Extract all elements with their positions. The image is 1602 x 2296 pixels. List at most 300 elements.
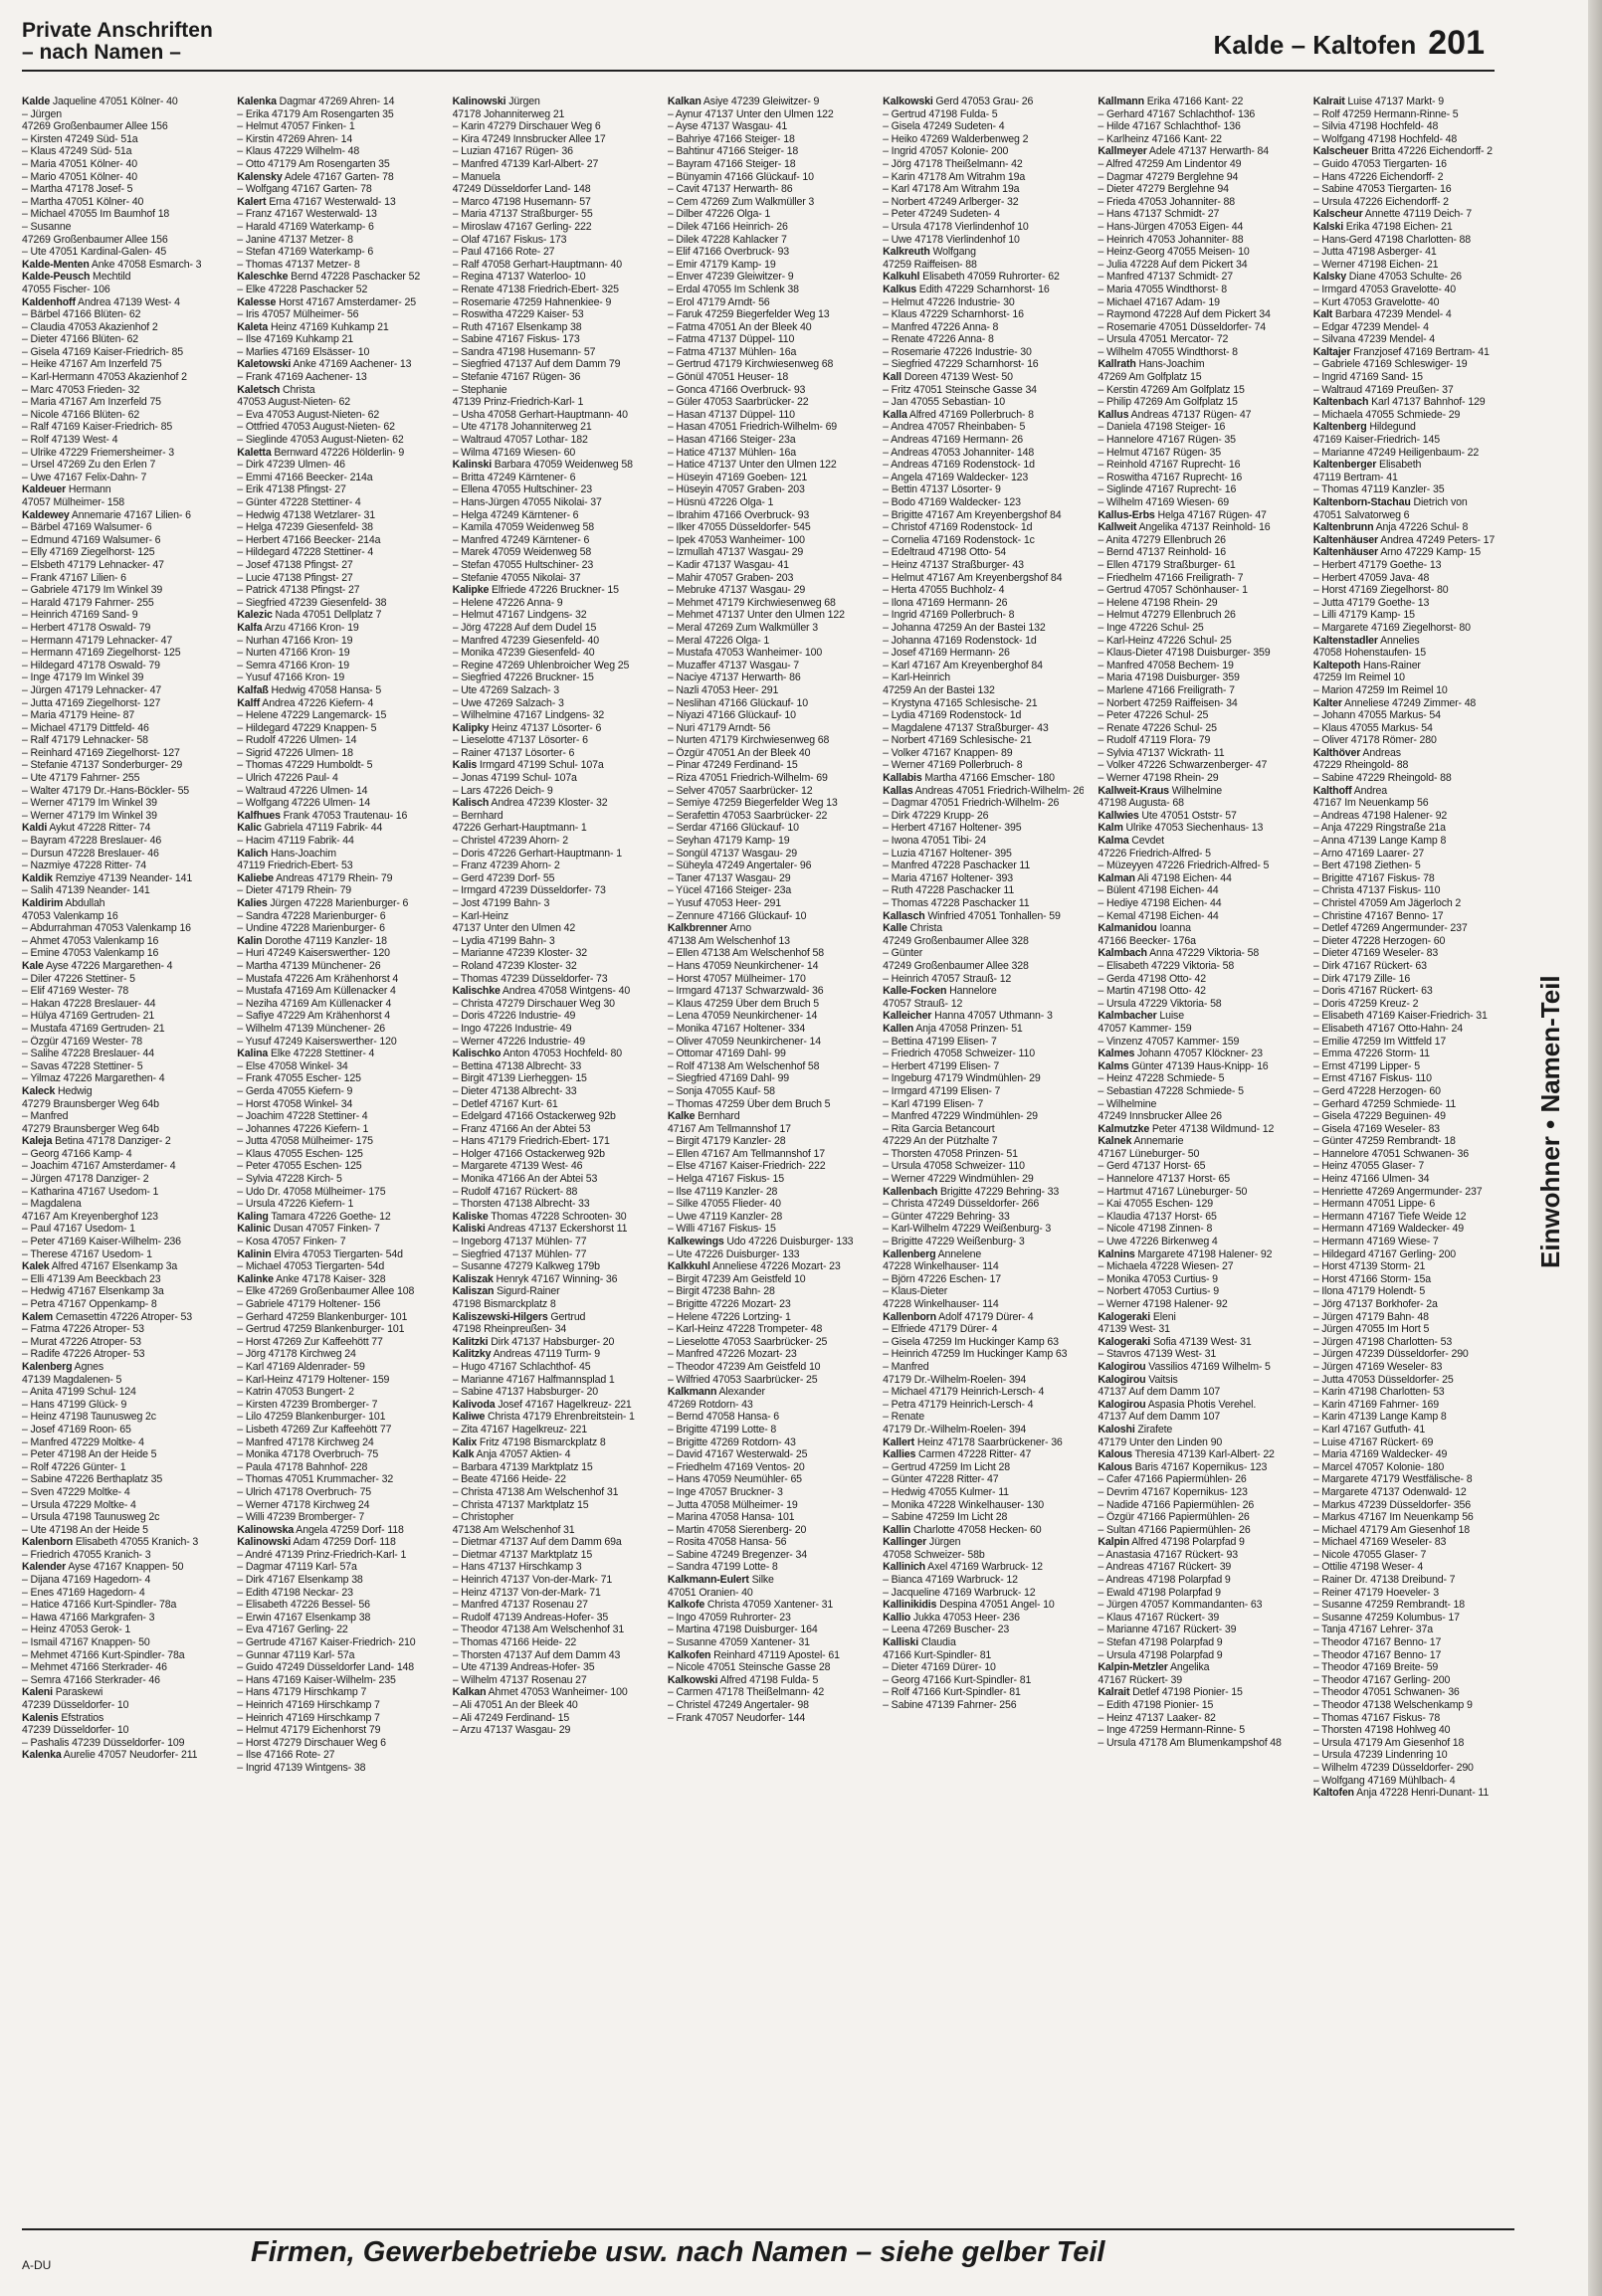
directory-entry xyxy=(1098,409,1299,422)
directory-entry xyxy=(453,1348,654,1361)
directory-entry xyxy=(883,1499,1084,1512)
entry-details: – Ute 47198 An der Heide 5 xyxy=(22,1523,148,1536)
entry-details: – Tanja 47167 Lehrer- 37a xyxy=(1312,1624,1434,1636)
entry-details: – Stefanie 47167 Rügen- 36 xyxy=(452,371,581,384)
directory-entry xyxy=(668,1298,869,1311)
directory-entry xyxy=(668,998,869,1011)
entry-details: – Doris 47226 Industrie- 49 xyxy=(452,1010,576,1023)
entry-details: – Bert 47198 Ziethen- 5 xyxy=(1312,860,1421,872)
entry-details: Dirk 47137 Habsburger- 20 xyxy=(488,1335,615,1348)
entry-surname: Kalkmann xyxy=(667,1386,717,1399)
directory-entry xyxy=(22,998,223,1011)
entry-surname: Kalt xyxy=(1312,308,1333,321)
directory-entry xyxy=(453,1424,654,1436)
directory-entry xyxy=(237,1674,438,1687)
directory-entry xyxy=(883,985,1084,998)
entry-details: – Rudolf 47139 Andreas-Hofer- 35 xyxy=(452,1611,609,1624)
directory-entry xyxy=(237,722,438,735)
directory-entry xyxy=(883,810,1084,823)
entry-surname: Kalfhues xyxy=(237,809,281,822)
entry-details: – Horst 47269 Zur Kaffeehött 77 xyxy=(237,1335,383,1348)
entry-details: – Josef 47169 Hermann- 26 xyxy=(883,647,1010,660)
directory-entry xyxy=(1313,973,1514,986)
directory-entry xyxy=(237,1486,438,1499)
entry-details: – Mustafa 47053 Wanheimer- 100 xyxy=(667,647,823,660)
entry-details: 47139 West- 31 xyxy=(1098,1323,1170,1336)
directory-entry xyxy=(1313,1661,1514,1674)
directory-entry xyxy=(1313,384,1514,397)
entry-details: – Stefan 47198 Polarpfad 9 xyxy=(1098,1636,1223,1649)
entry-details: – Dirk 47179 Zille- 16 xyxy=(1312,972,1411,985)
entry-details: – Guido 47249 Düsseldorfer Land- 148 xyxy=(237,1661,415,1674)
directory-entry xyxy=(1098,897,1299,910)
entry-details: Heinz 47178 Saarbrückener- 36 xyxy=(914,1435,1063,1448)
directory-entry xyxy=(1098,1010,1299,1023)
entry-details: – Karin 47198 Charlotten- 53 xyxy=(1312,1386,1445,1399)
directory-entry xyxy=(237,1148,438,1161)
directory-entry xyxy=(453,1123,654,1136)
directory-entry xyxy=(453,221,654,234)
entry-details: Andreas 47051 Friedrich-Wilhelm- 26 xyxy=(912,784,1085,797)
entry-details: – Hedwig 47055 Kulmer- 11 xyxy=(883,1485,1009,1498)
directory-entry xyxy=(453,396,654,409)
directory-entry xyxy=(668,1160,869,1173)
directory-column-3 xyxy=(453,96,654,2224)
entry-details: – Heike 47167 Am Inzerfeld 75 xyxy=(22,358,162,371)
directory-entry xyxy=(1098,935,1299,948)
entry-surname: Kallinich xyxy=(883,1561,925,1574)
directory-entry xyxy=(22,1712,223,1725)
entry-details: – Eva 47167 Gerling- 22 xyxy=(237,1624,348,1636)
entry-details: – Dieter 47138 Albrecht- 33 xyxy=(452,1084,577,1097)
directory-entry xyxy=(883,346,1084,359)
directory-entry xyxy=(668,1436,869,1449)
entry-details: – Nurten 47166 Kron- 19 xyxy=(237,647,350,660)
directory-entry xyxy=(883,296,1084,309)
entry-surname: Kalter xyxy=(1312,696,1342,709)
entry-surname: Kallrath xyxy=(1098,358,1136,371)
entry-details: – Anna 47139 Lange Kamp 8 xyxy=(1312,835,1447,848)
entry-details: – Ingrid 47169 Pollerbruch- 8 xyxy=(883,609,1015,622)
directory-entry xyxy=(453,935,654,948)
directory-entry xyxy=(668,722,869,735)
entry-details: – Manfred 47229 Windmühlen- 29 xyxy=(883,1110,1038,1123)
entry-details: – Otto 47179 Am Rosengarten 35 xyxy=(237,157,390,170)
directory-entry xyxy=(22,1436,223,1449)
name-range: Kalde – Kaltofen xyxy=(1213,30,1417,60)
entry-details: – Bernd 47137 Reinhold- 16 xyxy=(1098,546,1227,559)
entry-surname: Kalies xyxy=(237,897,268,909)
entry-details: – Rolf 47166 Kurt-Spindler- 81 xyxy=(883,1686,1021,1699)
entry-details: – Gertrud 47259 Im Licht 28 xyxy=(883,1460,1011,1473)
directory-entry xyxy=(237,1386,438,1399)
entry-details: – Kadir 47137 Wasgau- 41 xyxy=(667,558,789,571)
entry-details: – Jacqueline 47169 Warbruck- 12 xyxy=(883,1586,1036,1599)
entry-surname: Kalinic xyxy=(237,1223,271,1236)
entry-details: 47229 Rheingold- 88 xyxy=(1312,759,1409,772)
directory-entry xyxy=(22,1737,223,1750)
directory-entry xyxy=(1098,860,1299,872)
entry-details: 47058 Hohenstaufen- 15 xyxy=(1312,647,1427,660)
entry-details: – Dieter 47166 Blüten- 62 xyxy=(22,333,138,346)
directory-entry xyxy=(883,1036,1084,1049)
entry-details: – Reiner 47179 Hoeveler- 3 xyxy=(1312,1586,1439,1599)
directory-entry xyxy=(22,1060,223,1073)
section-tab xyxy=(1532,975,1592,1273)
entry-surname: Kalkkuhl xyxy=(667,1260,710,1273)
entry-details: Erna 47167 Westerwald- 13 xyxy=(266,195,396,208)
directory-entry xyxy=(22,546,223,559)
entry-details: Cevdet xyxy=(1128,835,1164,848)
directory-entry xyxy=(237,1311,438,1324)
directory-entry xyxy=(1098,584,1299,597)
entry-details: – Ottilie 47198 Weser- 4 xyxy=(1312,1561,1424,1574)
entry-details: Wilhelmine xyxy=(1168,784,1223,797)
directory-entry xyxy=(1098,772,1299,785)
entry-details: – Karl-Heinrich xyxy=(883,671,950,684)
entry-details: – Anastasia 47167 Rückert- 93 xyxy=(1098,1548,1238,1561)
directory-entry xyxy=(22,534,223,547)
directory-entry xyxy=(1098,196,1299,209)
entry-details: – Jutta 47198 Asberger- 41 xyxy=(1312,246,1437,259)
directory-entry xyxy=(237,1085,438,1098)
entry-surname: Kale xyxy=(22,959,44,972)
entry-details: – Heinz-Georg 47055 Meisen- 10 xyxy=(1098,246,1250,259)
entry-details: – Dieter 47169 Weseler- 83 xyxy=(1312,947,1439,960)
entry-details: – Erik 47138 Pfingst- 27 xyxy=(237,483,346,496)
directory-entry xyxy=(453,1085,654,1098)
directory-entry xyxy=(453,872,654,885)
directory-entry xyxy=(883,1072,1084,1085)
directory-entry xyxy=(1313,1060,1514,1073)
directory-entry xyxy=(237,259,438,272)
entry-details: – Gerd 47239 Dorf- 55 xyxy=(452,871,555,884)
directory-entry xyxy=(1098,1624,1299,1636)
entry-details: – Maria 47167 Am Inzerfeld 75 xyxy=(22,396,161,409)
directory-entry xyxy=(237,1461,438,1474)
directory-entry xyxy=(453,1098,654,1111)
directory-entry xyxy=(668,1411,869,1424)
entry-details: – Björn 47226 Eschen- 17 xyxy=(883,1272,1002,1285)
directory-entry xyxy=(1098,559,1299,572)
entry-surname: Kalin xyxy=(237,934,263,947)
entry-details: – Thomas 47259 Über dem Bruch 5 xyxy=(667,1097,831,1110)
entry-details: – Karl 47199 Elisen- 7 xyxy=(883,1097,984,1110)
directory-entry xyxy=(453,622,654,635)
directory-entry xyxy=(1313,371,1514,384)
entry-details: – Norbert 47259 Raiffeisen- 34 xyxy=(1098,696,1238,709)
directory-entry xyxy=(237,559,438,572)
section-title-line1: Private Anschriften xyxy=(22,19,213,42)
entry-surname: Kalmbacher xyxy=(1098,1010,1157,1023)
entry-details: – Dagmar 47051 Friedrich-Wilhelm- 26 xyxy=(883,797,1060,810)
entry-details: 47137 Unter den Ulmen 42 xyxy=(452,922,576,935)
entry-details: – Helene 47226 Anna- 9 xyxy=(452,596,563,609)
entry-details: – Brigitte 47167 Am Kreyenbergshof 84 xyxy=(883,508,1062,521)
directory-entry xyxy=(453,183,654,196)
directory-entry xyxy=(1313,609,1514,622)
directory-entry xyxy=(237,1348,438,1361)
entry-details: – Faruk 47259 Biegerfelder Weg 13 xyxy=(667,308,830,321)
directory-entry xyxy=(1313,597,1514,610)
entry-details: – Manfred 47226 Mozart- 23 xyxy=(667,1348,797,1361)
directory-entry xyxy=(1313,1511,1514,1524)
directory-entry xyxy=(22,722,223,735)
directory-entry xyxy=(22,1010,223,1023)
directory-entry xyxy=(668,660,869,672)
directory-entry xyxy=(1098,660,1299,672)
entry-surname: Kalischke xyxy=(452,985,501,998)
directory-entry xyxy=(237,747,438,760)
directory-entry xyxy=(22,1160,223,1173)
entry-surname: Kallenbach xyxy=(883,1185,938,1198)
directory-entry xyxy=(668,697,869,710)
directory-entry xyxy=(1313,1036,1514,1049)
directory-entry xyxy=(883,609,1084,622)
directory-entry xyxy=(1313,1311,1514,1324)
entry-details: – Ingeburg 47179 Windmühlen- 29 xyxy=(883,1072,1041,1085)
entry-details: Luise 47137 Markt- 9 xyxy=(1344,96,1444,107)
entry-details: Christa xyxy=(280,383,315,396)
entry-details: – Uwe 47178 Vierlindenhof 10 xyxy=(883,233,1020,246)
entry-details: – Manfred 47249 Kärntener- 6 xyxy=(452,533,590,546)
directory-entry xyxy=(453,1436,654,1449)
directory-entry xyxy=(883,521,1084,534)
entry-details: – Gerhard 47259 Blankenburger- 101 xyxy=(237,1310,408,1323)
directory-entry xyxy=(1098,371,1299,384)
directory-entry xyxy=(1098,1173,1299,1186)
directory-entry xyxy=(883,1323,1084,1336)
entry-surname: Kallenborn xyxy=(883,1310,936,1323)
directory-entry xyxy=(1313,1499,1514,1512)
directory-entry xyxy=(453,1248,654,1261)
directory-entry xyxy=(1098,1612,1299,1625)
section-tab-label: Einwohner • Namen-Teil xyxy=(1535,975,1565,1268)
entry-details: – Horst 47139 Storm- 21 xyxy=(1312,1260,1426,1273)
entry-details: Ayse 47167 Knappen- 50 xyxy=(66,1561,184,1574)
directory-entry xyxy=(1098,1211,1299,1224)
entry-details: – Heinz 47137 Laaker- 82 xyxy=(1098,1711,1216,1724)
entry-surname: Kalleicher xyxy=(883,1010,932,1023)
directory-entry xyxy=(883,747,1084,760)
entry-details: – Ursula 47229 Moltke- 4 xyxy=(22,1498,136,1511)
directory-entry xyxy=(237,421,438,434)
entry-details: Christa 47179 Ehrenbreitstein- 1 xyxy=(485,1411,635,1424)
entry-details: – Mario 47051 Kölner- 40 xyxy=(22,170,137,183)
entry-details: – Paula 47178 Bahnhof- 228 xyxy=(237,1460,368,1473)
directory-entry xyxy=(668,1048,869,1060)
entry-details: 47259 Raiffeisen- 88 xyxy=(883,258,977,271)
entry-details: – Kirsten 47239 Bromberger- 7 xyxy=(237,1398,378,1411)
directory-entry xyxy=(1313,1110,1514,1123)
directory-entry xyxy=(22,622,223,635)
directory-entry xyxy=(453,559,654,572)
entry-details: Gertrud xyxy=(547,1310,586,1323)
directory-entry xyxy=(1313,734,1514,747)
entry-surname: Kalitzki xyxy=(452,1335,489,1348)
directory-entry xyxy=(883,1574,1084,1587)
directory-entry xyxy=(668,935,869,948)
directory-entry xyxy=(453,1036,654,1049)
entry-details: – Helene 47226 Lortzing- 1 xyxy=(667,1310,791,1323)
entry-details: – Marc 47053 Frieden- 32 xyxy=(22,383,140,396)
entry-details: Dorothe 47119 Kanzler- 18 xyxy=(262,934,387,947)
directory-entry xyxy=(22,584,223,597)
directory-entry xyxy=(1098,635,1299,648)
entry-surname: Kalkofe xyxy=(667,1599,705,1612)
entry-details: – Werner 47179 Im Winkel 39 xyxy=(22,797,157,810)
entry-details: – Jürgen 47057 Kommandanten- 63 xyxy=(1098,1599,1263,1612)
entry-details: – Arzu 47137 Wasgau- 29 xyxy=(452,1724,571,1737)
directory-entry xyxy=(453,1374,654,1387)
entry-details: – Zita 47167 Hagelkreuz- 221 xyxy=(452,1423,587,1435)
entry-details: – Eva 47053 August-Nieten- 62 xyxy=(237,408,380,421)
entry-details: Adele 47167 Garten- 78 xyxy=(282,170,394,183)
directory-entry xyxy=(668,985,869,998)
entry-details: – Irmgard 47199 Elisen- 7 xyxy=(883,1084,1001,1097)
entry-details: – Christel 47239 Ahorn- 2 xyxy=(452,835,568,848)
entry-surname: Kallweit xyxy=(1098,521,1137,534)
entry-details: – Patrick 47138 Pfingst- 27 xyxy=(237,584,360,597)
entry-details: – Zennure 47166 Glückauf- 10 xyxy=(667,909,807,922)
entry-details: – Ursel 47269 Zu den Erlen 7 xyxy=(22,459,156,472)
directory-entry xyxy=(883,935,1084,948)
directory-entry xyxy=(1098,1048,1299,1060)
entry-surname: Kaliwe xyxy=(452,1411,486,1424)
entry-details: – Mahir 47057 Graben- 203 xyxy=(667,571,794,584)
directory-entry xyxy=(1313,259,1514,272)
directory-entry xyxy=(883,1536,1084,1549)
directory-entry xyxy=(883,822,1084,835)
entry-surname: Kalnins xyxy=(1098,1247,1135,1260)
directory-entry xyxy=(453,647,654,660)
entry-details: – Serafettin 47053 Saarbrücker- 22 xyxy=(667,809,828,822)
directory-entry xyxy=(668,1699,869,1712)
directory-entry xyxy=(453,635,654,648)
entry-details: Andrea 47226 Kiefern- 4 xyxy=(260,696,374,709)
entry-surname: Kallmeyer xyxy=(1098,145,1147,158)
directory-entry xyxy=(883,1336,1084,1349)
entry-details: – Renate xyxy=(883,1411,924,1424)
directory-entry xyxy=(1313,1399,1514,1412)
entry-details: – Gerda 47055 Kiefern- 9 xyxy=(237,1084,353,1097)
entry-details: 47239 Düsseldorfer- 10 xyxy=(22,1724,129,1737)
directory-entry xyxy=(22,1023,223,1036)
directory-entry xyxy=(453,910,654,923)
directory-entry xyxy=(237,296,438,309)
entry-details: – Savas 47228 Stettiner- 5 xyxy=(22,1059,143,1072)
entry-details: – Norbert 47249 Arlberger- 32 xyxy=(883,195,1019,208)
directory-entry xyxy=(1313,1010,1514,1023)
directory-entry xyxy=(1098,234,1299,247)
entry-details: – Jörg 47228 Auf dem Dudel 15 xyxy=(452,621,597,634)
entry-details: 47139 Magdalenen- 5 xyxy=(22,1373,122,1386)
entry-details: – Margarete 47169 Ziegelhorst- 80 xyxy=(1312,621,1471,634)
entry-details: 47167 Lüneburger- 50 xyxy=(1098,1147,1200,1160)
entry-details: – Horst 47057 Mülheimer- 170 xyxy=(667,972,806,985)
entry-surname: Kalogeraki xyxy=(1098,1335,1151,1348)
directory-entry xyxy=(22,459,223,472)
entry-details: – Martha 47178 Josef- 5 xyxy=(22,183,133,196)
directory-entry xyxy=(237,635,438,648)
directory-entry xyxy=(22,1486,223,1499)
directory-entry xyxy=(883,1211,1084,1224)
directory-entry xyxy=(883,534,1084,547)
directory-entry xyxy=(668,872,869,885)
directory-entry xyxy=(1313,459,1514,472)
directory-entry xyxy=(1313,1762,1514,1775)
entry-details: – Iris 47057 Mülheimer- 56 xyxy=(237,308,359,321)
entry-details: – Markus 47239 Düsseldorfer- 356 xyxy=(1312,1498,1472,1511)
entry-surname: Kallweit-Kraus xyxy=(1098,784,1169,797)
entry-details: – Helmut 47167 Am Kreyenbergshof 84 xyxy=(883,571,1063,584)
directory-column-1 xyxy=(22,96,223,2224)
directory-entry xyxy=(668,434,869,447)
entry-details: – Maria 47169 Waldecker- 49 xyxy=(1312,1448,1448,1461)
entry-details: – Waltraud 47169 Preußen- 37 xyxy=(1312,383,1454,396)
directory-entry xyxy=(1098,1186,1299,1199)
directory-entry xyxy=(453,1524,654,1537)
directory-entry xyxy=(1098,472,1299,484)
directory-entry xyxy=(453,308,654,321)
entry-surname: Kalmutzke xyxy=(1098,1122,1150,1135)
directory-entry xyxy=(883,1411,1084,1424)
entry-details: – Ottomar 47169 Dahl- 99 xyxy=(667,1048,786,1060)
directory-entry xyxy=(237,234,438,247)
entry-details: Baris 47167 Kopernikus- 123 xyxy=(1131,1460,1268,1473)
entry-details: – Ahmet 47053 Valenkamp 16 xyxy=(22,934,159,947)
directory-entry xyxy=(237,1098,438,1111)
entry-surname: Kalinowska xyxy=(237,1523,295,1536)
directory-entry xyxy=(22,1336,223,1349)
directory-entry xyxy=(1313,546,1514,559)
directory-entry xyxy=(1313,1749,1514,1762)
directory-entry xyxy=(453,1023,654,1036)
entry-details: Andrea 47249 Peters- 17 xyxy=(1378,533,1496,546)
directory-entry xyxy=(237,872,438,885)
directory-entry xyxy=(237,120,438,133)
directory-entry xyxy=(453,496,654,509)
entry-details: – Rainer Dr. 47138 Dreibund- 7 xyxy=(1312,1574,1456,1587)
entry-details: – Erdal 47055 Im Schlenk 38 xyxy=(667,283,799,295)
entry-details: – Karl 47178 Am Witrahm 19a xyxy=(883,183,1020,196)
entry-details: – Ursula 47198 Polarpfad 9 xyxy=(1098,1648,1223,1661)
directory-entry xyxy=(22,133,223,146)
directory-entry xyxy=(453,1561,654,1574)
entry-details: – Wolfgang 47198 Hochfeld- 48 xyxy=(1312,132,1458,145)
directory-entry xyxy=(1098,759,1299,772)
directory-entry xyxy=(453,208,654,221)
entry-details: – Gerd 47137 Horst- 65 xyxy=(1098,1160,1206,1173)
directory-entry xyxy=(1313,1674,1514,1687)
directory-entry xyxy=(1313,985,1514,998)
entry-surname: Kalogirou xyxy=(1098,1373,1146,1386)
directory-entry xyxy=(1098,296,1299,309)
directory-entry xyxy=(22,1085,223,1098)
directory-entry xyxy=(668,271,869,284)
entry-surname: Kaldewey xyxy=(22,508,70,521)
entry-details: – Ursula 47051 Mercator- 72 xyxy=(1098,333,1229,346)
entry-details: – Hasan 47137 Düppel- 110 xyxy=(667,408,795,421)
directory-entry xyxy=(1313,797,1514,810)
entry-surname: Kalenis xyxy=(22,1711,59,1724)
entry-details: – Michael 47169 Weseler- 83 xyxy=(1312,1536,1447,1549)
entry-details: – Inge 47226 Schul- 25 xyxy=(1098,621,1204,634)
entry-details: – Michael 47179 Dittfeld- 46 xyxy=(22,721,149,734)
entry-details: – Ulrich 47178 Overbruch- 75 xyxy=(237,1485,372,1498)
directory-entry xyxy=(883,1386,1084,1399)
directory-entry xyxy=(1313,1461,1514,1474)
